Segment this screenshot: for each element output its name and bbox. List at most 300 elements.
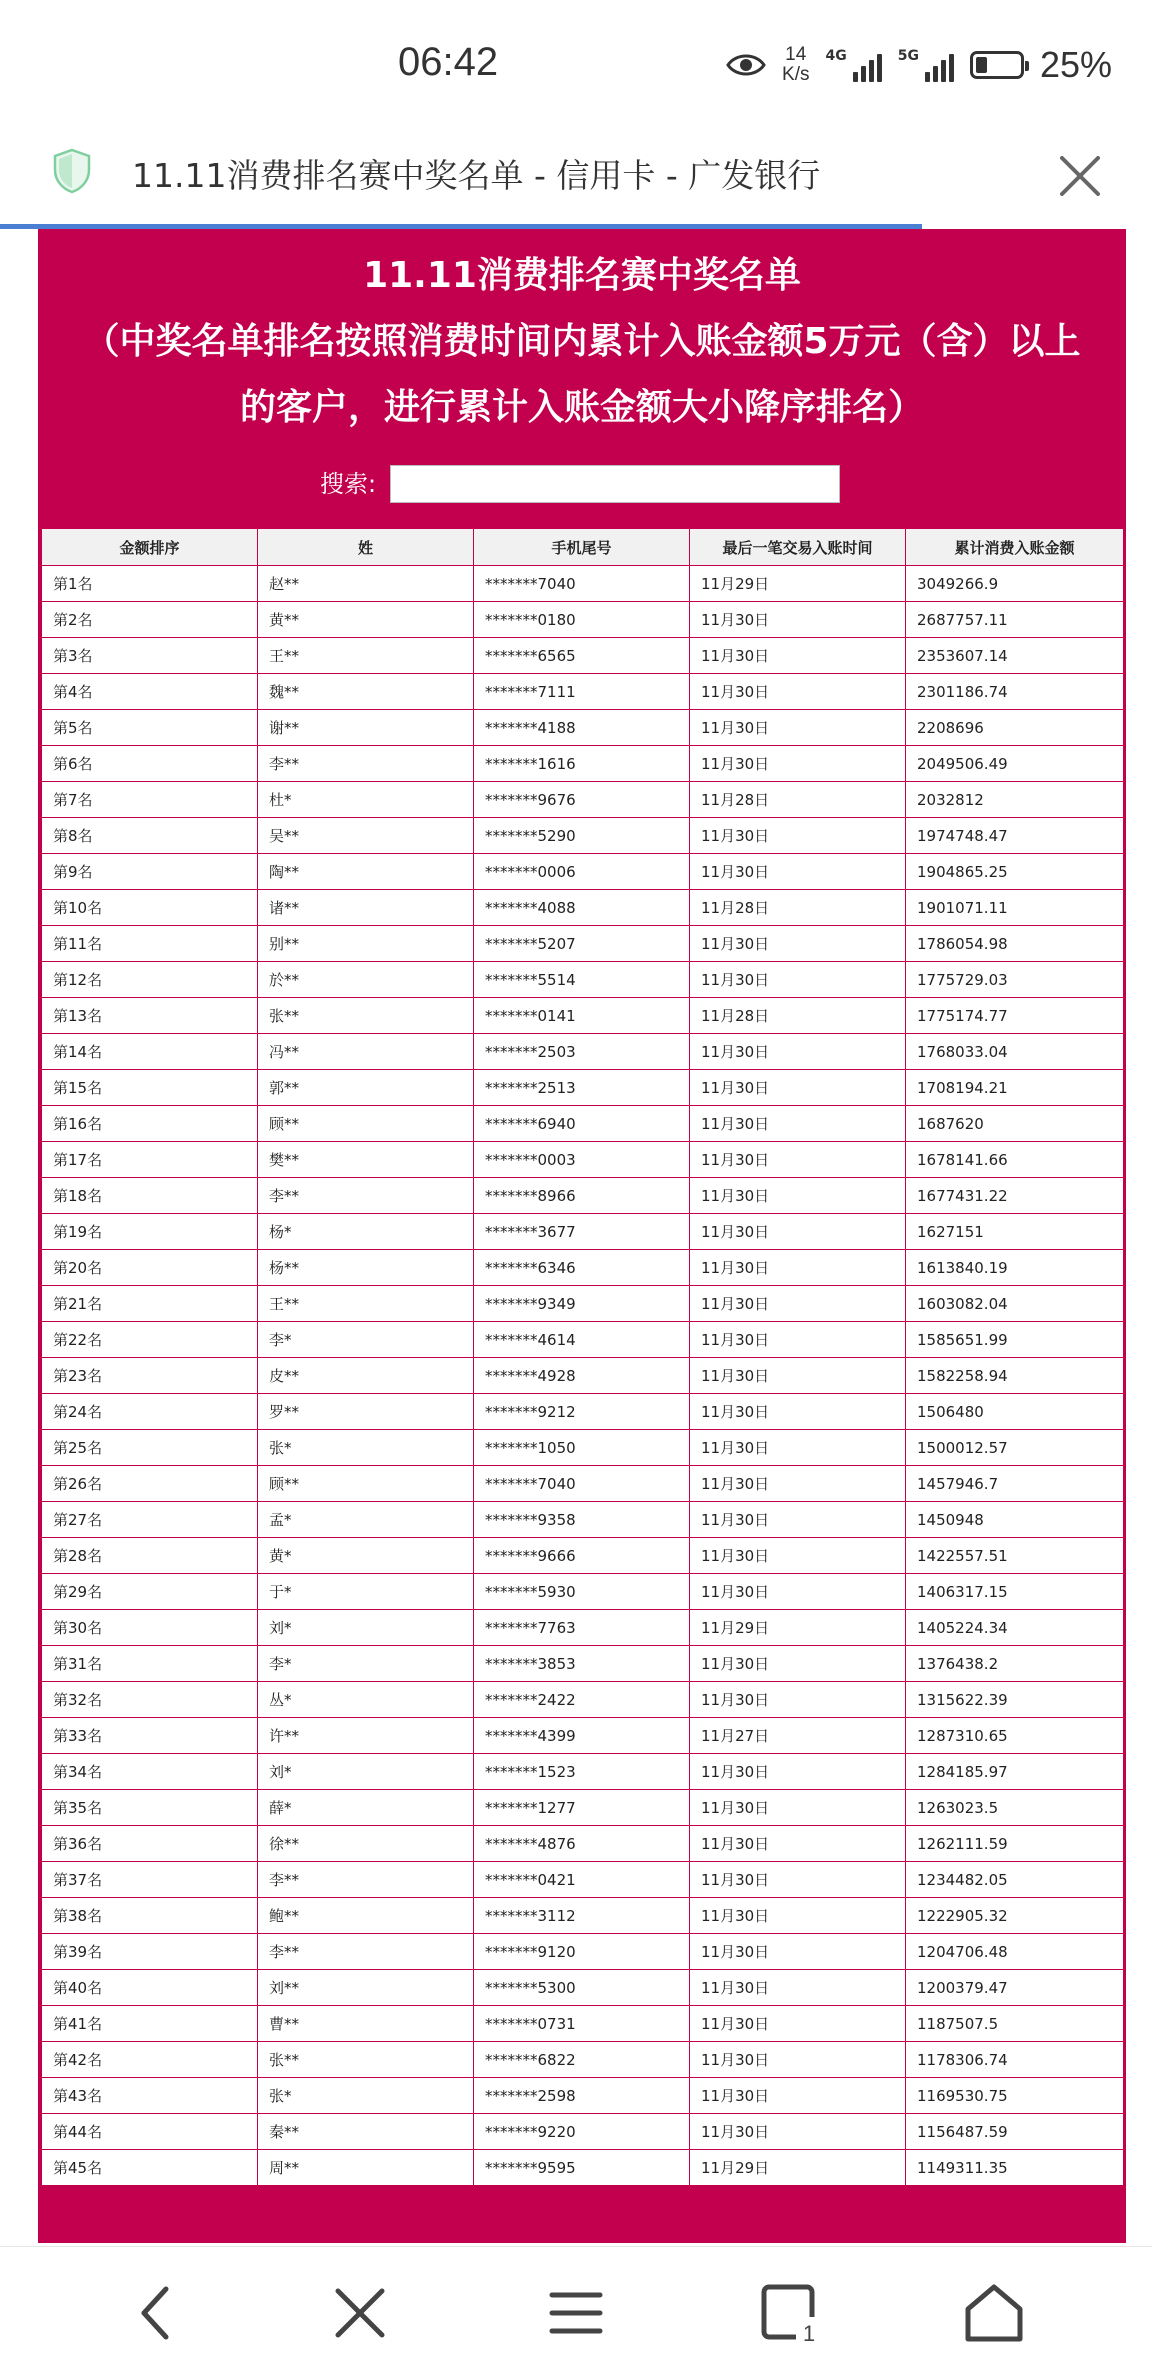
total-amount-cell: 1149311.35: [906, 2150, 1124, 2186]
rank-cell: 第15名: [42, 1070, 258, 1106]
rank-cell: 第35名: [42, 1790, 258, 1826]
surname-cell: 黄**: [258, 602, 474, 638]
table-row: [42, 2150, 1124, 2186]
last-transaction-date-cell: 11月30日: [690, 818, 906, 854]
rank-cell: 第12名: [42, 962, 258, 998]
table-row: [42, 1466, 1124, 1502]
phone-tail-cell: *******6940: [474, 1106, 690, 1142]
rank-cell: 第9名: [42, 854, 258, 890]
rank-cell: 第45名: [42, 2150, 258, 2186]
rank-cell: 第23名: [42, 1358, 258, 1394]
surname-cell: 郭**: [258, 1070, 474, 1106]
table-row: [42, 1250, 1124, 1286]
surname-cell: 李*: [258, 1322, 474, 1358]
surname-cell: 谢**: [258, 710, 474, 746]
rank-cell: 第32名: [42, 1682, 258, 1718]
last-transaction-date-cell: 11月30日: [690, 1898, 906, 1934]
surname-cell: 王**: [258, 1286, 474, 1322]
total-amount-cell: 1901071.11: [906, 890, 1124, 926]
phone-tail-cell: *******2503: [474, 1034, 690, 1070]
search-input[interactable]: [390, 465, 840, 503]
rank-cell: 第40名: [42, 1970, 258, 2006]
header-total-amount[interactable]: 累计消费入账金额: [906, 529, 1124, 566]
rank-cell: 第25名: [42, 1430, 258, 1466]
phone-tail-cell: *******0003: [474, 1142, 690, 1178]
total-amount-cell: 1457946.7: [906, 1466, 1124, 1502]
rank-cell: 第33名: [42, 1718, 258, 1754]
last-transaction-date-cell: 11月28日: [690, 782, 906, 818]
heading-line-2: （中奖名单排名按照消费时间内累计入账金额5万元（含）以上: [83, 321, 1081, 362]
total-amount-cell: 1677431.22: [906, 1178, 1124, 1214]
rank-cell: 第26名: [42, 1466, 258, 1502]
total-amount-cell: 1376438.2: [906, 1646, 1124, 1682]
back-icon[interactable]: [120, 2275, 196, 2351]
phone-tail-cell: *******9349: [474, 1286, 690, 1322]
surname-cell: 李**: [258, 1178, 474, 1214]
phone-tail-cell: *******5207: [474, 926, 690, 962]
last-transaction-date-cell: 11月30日: [690, 1862, 906, 1898]
sim2-type: 5G: [897, 48, 919, 64]
rank-cell: 第34名: [42, 1754, 258, 1790]
phone-tail-cell: *******4399: [474, 1718, 690, 1754]
table-row: [42, 1754, 1124, 1790]
last-transaction-date-cell: 11月30日: [690, 1106, 906, 1142]
last-transaction-date-cell: 11月30日: [690, 1358, 906, 1394]
surname-cell: 张*: [258, 1430, 474, 1466]
table-row: [42, 602, 1124, 638]
surname-cell: 秦**: [258, 2114, 474, 2150]
page-heading: [38, 243, 1126, 441]
rank-cell: 第41名: [42, 2006, 258, 2042]
surname-cell: 许**: [258, 1718, 474, 1754]
last-transaction-date-cell: 11月30日: [690, 926, 906, 962]
rank-cell: 第5名: [42, 710, 258, 746]
surname-cell: 赵**: [258, 566, 474, 602]
rank-cell: 第18名: [42, 1178, 258, 1214]
winner-list-panel: [38, 229, 1126, 2243]
table-row: [42, 1610, 1124, 1646]
table-row: [42, 710, 1124, 746]
last-transaction-date-cell: 11月30日: [690, 1034, 906, 1070]
surname-cell: 薛*: [258, 1790, 474, 1826]
menu-icon[interactable]: [538, 2275, 614, 2351]
header-phone-tail[interactable]: 手机尾号: [474, 529, 690, 566]
surname-cell: 刘**: [258, 1970, 474, 2006]
last-transaction-date-cell: 11月30日: [690, 1070, 906, 1106]
surname-cell: 于*: [258, 1574, 474, 1610]
eye-icon: [726, 52, 766, 78]
table-row: [42, 1142, 1124, 1178]
table-row: [42, 1646, 1124, 1682]
phone-tail-cell: *******4928: [474, 1358, 690, 1394]
surname-cell: 杨**: [258, 1250, 474, 1286]
table-row: [42, 2114, 1124, 2150]
total-amount-cell: 1178306.74: [906, 2042, 1124, 2078]
table-row: [42, 1790, 1124, 1826]
table-row: [42, 854, 1124, 890]
rank-cell: 第22名: [42, 1322, 258, 1358]
last-transaction-date-cell: 11月30日: [690, 746, 906, 782]
search-label: 搜索:: [320, 470, 377, 498]
total-amount-cell: 1287310.65: [906, 1718, 1124, 1754]
rank-cell: 第8名: [42, 818, 258, 854]
status-icons: [726, 40, 1112, 90]
last-transaction-date-cell: 11月30日: [690, 1754, 906, 1790]
surname-cell: 顾**: [258, 1466, 474, 1502]
total-amount-cell: 1904865.25: [906, 854, 1124, 890]
phone-tail-cell: *******1277: [474, 1790, 690, 1826]
total-amount-cell: 1500012.57: [906, 1430, 1124, 1466]
phone-tail-cell: *******5514: [474, 962, 690, 998]
total-amount-cell: 2049506.49: [906, 746, 1124, 782]
phone-tail-cell: *******0180: [474, 602, 690, 638]
total-amount-cell: 1406317.15: [906, 1574, 1124, 1610]
browser-title-bar: [0, 130, 1152, 226]
total-amount-cell: 2301186.74: [906, 674, 1124, 710]
last-transaction-date-cell: 11月30日: [690, 2078, 906, 2114]
phone-tail-cell: *******7763: [474, 1610, 690, 1646]
table-row: [42, 1934, 1124, 1970]
total-amount-cell: 2353607.14: [906, 638, 1124, 674]
phone-tail-cell: *******0006: [474, 854, 690, 890]
total-amount-cell: 1422557.51: [906, 1538, 1124, 1574]
last-transaction-date-cell: 11月30日: [690, 1322, 906, 1358]
phone-tail-cell: *******1616: [474, 746, 690, 782]
rank-cell: 第36名: [42, 1826, 258, 1862]
battery-icon: [970, 51, 1024, 79]
table-row: [42, 1538, 1124, 1574]
phone-tail-cell: *******5290: [474, 818, 690, 854]
rank-cell: 第3名: [42, 638, 258, 674]
last-transaction-date-cell: 11月30日: [690, 674, 906, 710]
phone-tail-cell: *******9595: [474, 2150, 690, 2186]
table-row: [42, 1502, 1124, 1538]
rank-cell: 第31名: [42, 1646, 258, 1682]
last-transaction-date-cell: 11月30日: [690, 962, 906, 998]
last-transaction-date-cell: 11月30日: [690, 1286, 906, 1322]
heading-line-3: 的客户，进行累计入账金额大小降序排名）: [239, 387, 924, 428]
phone-tail-cell: *******9676: [474, 782, 690, 818]
table-row: [42, 2042, 1124, 2078]
phone-tail-cell: *******9220: [474, 2114, 690, 2150]
surname-cell: 曹**: [258, 2006, 474, 2042]
surname-cell: 张*: [258, 2078, 474, 2114]
rank-cell: 第14名: [42, 1034, 258, 1070]
phone-tail-cell: *******4876: [474, 1826, 690, 1862]
total-amount-cell: 1687620: [906, 1106, 1124, 1142]
surname-cell: 杜*: [258, 782, 474, 818]
network-speed: [782, 45, 809, 85]
surname-cell: 王**: [258, 638, 474, 674]
total-amount-cell: 1768033.04: [906, 1034, 1124, 1070]
phone-tail-cell: *******6565: [474, 638, 690, 674]
total-amount-cell: 1974748.47: [906, 818, 1124, 854]
total-amount-cell: 1786054.98: [906, 926, 1124, 962]
last-transaction-date-cell: 11月30日: [690, 2114, 906, 2150]
rank-cell: 第24名: [42, 1394, 258, 1430]
table-row: [42, 1430, 1124, 1466]
total-amount-cell: 2032812: [906, 782, 1124, 818]
signal-icon: [825, 48, 881, 82]
total-amount-cell: 1775174.77: [906, 998, 1124, 1034]
last-transaction-date-cell: 11月30日: [690, 1178, 906, 1214]
status-bar: [0, 0, 1152, 130]
phone-tail-cell: *******3112: [474, 1898, 690, 1934]
table-row: [42, 1034, 1124, 1070]
table-row: [42, 746, 1124, 782]
phone-tail-cell: *******6346: [474, 1250, 690, 1286]
total-amount-cell: 1506480: [906, 1394, 1124, 1430]
phone-tail-cell: *******3677: [474, 1214, 690, 1250]
surname-cell: 黄*: [258, 1538, 474, 1574]
table-row: [42, 1394, 1124, 1430]
table-row: [42, 1214, 1124, 1250]
phone-tail-cell: *******7111: [474, 674, 690, 710]
winner-table: [41, 528, 1124, 2186]
last-transaction-date-cell: 11月30日: [690, 1646, 906, 1682]
table-row: [42, 1682, 1124, 1718]
surname-cell: 於**: [258, 962, 474, 998]
surname-cell: 樊**: [258, 1142, 474, 1178]
tab-count: 1: [802, 2321, 816, 2346]
last-transaction-date-cell: 11月30日: [690, 854, 906, 890]
table-row: [42, 1718, 1124, 1754]
last-transaction-date-cell: 11月30日: [690, 638, 906, 674]
phone-tail-cell: *******0141: [474, 998, 690, 1034]
phone-tail-cell: *******9212: [474, 1394, 690, 1430]
total-amount-cell: 1613840.19: [906, 1250, 1124, 1286]
total-amount-cell: 1582258.94: [906, 1358, 1124, 1394]
last-transaction-date-cell: 11月30日: [690, 1574, 906, 1610]
phone-tail-cell: *******2598: [474, 2078, 690, 2114]
tabs-icon[interactable]: [752, 2275, 828, 2351]
surname-cell: 周**: [258, 2150, 474, 2186]
rank-cell: 第30名: [42, 1610, 258, 1646]
phone-tail-cell: *******0421: [474, 1862, 690, 1898]
rank-cell: 第13名: [42, 998, 258, 1034]
table-row: [42, 782, 1124, 818]
table-row: [42, 926, 1124, 962]
surname-cell: 吴**: [258, 818, 474, 854]
last-transaction-date-cell: 11月30日: [690, 1250, 906, 1286]
rank-cell: 第19名: [42, 1214, 258, 1250]
phone-tail-cell: *******2513: [474, 1070, 690, 1106]
status-time: 06:42: [398, 40, 499, 84]
table-row: [42, 674, 1124, 710]
last-transaction-date-cell: 11月29日: [690, 1610, 906, 1646]
rank-cell: 第21名: [42, 1286, 258, 1322]
table-row: [42, 1574, 1124, 1610]
table-row: [42, 1862, 1124, 1898]
total-amount-cell: 1156487.59: [906, 2114, 1124, 2150]
signal-icon-2: [898, 48, 954, 82]
table-header-row: [42, 529, 1124, 566]
phone-tail-cell: *******6822: [474, 2042, 690, 2078]
phone-tail-cell: *******9666: [474, 1538, 690, 1574]
surname-cell: 李**: [258, 746, 474, 782]
surname-cell: 丛*: [258, 1682, 474, 1718]
total-amount-cell: 1204706.48: [906, 1934, 1124, 1970]
rank-cell: 第44名: [42, 2114, 258, 2150]
rank-cell: 第4名: [42, 674, 258, 710]
table-row: [42, 998, 1124, 1034]
rank-cell: 第39名: [42, 1934, 258, 1970]
table-row: [42, 818, 1124, 854]
last-transaction-date-cell: 11月30日: [690, 2006, 906, 2042]
table-row: [42, 1178, 1124, 1214]
heading-line-1: 11.11消费排名赛中奖名单: [363, 255, 801, 296]
last-transaction-date-cell: 11月30日: [690, 1538, 906, 1574]
table-row: [42, 1286, 1124, 1322]
rank-cell: 第11名: [42, 926, 258, 962]
table-row: [42, 1898, 1124, 1934]
table-row: [42, 1970, 1124, 2006]
last-transaction-date-cell: 11月30日: [690, 2042, 906, 2078]
last-transaction-date-cell: 11月29日: [690, 2150, 906, 2186]
rank-cell: 第42名: [42, 2042, 258, 2078]
total-amount-cell: 1222905.32: [906, 1898, 1124, 1934]
rank-cell: 第29名: [42, 1574, 258, 1610]
last-transaction-date-cell: 11月30日: [690, 602, 906, 638]
table-row: [42, 566, 1124, 602]
surname-cell: 诸**: [258, 890, 474, 926]
last-transaction-date-cell: 11月30日: [690, 1142, 906, 1178]
phone-tail-cell: *******9120: [474, 1934, 690, 1970]
table-row: [42, 1826, 1124, 1862]
last-transaction-date-cell: 11月30日: [690, 1394, 906, 1430]
total-amount-cell: 2687757.11: [906, 602, 1124, 638]
rank-cell: 第43名: [42, 2078, 258, 2114]
surname-cell: 别**: [258, 926, 474, 962]
shield-icon: [52, 148, 92, 194]
rank-cell: 第37名: [42, 1862, 258, 1898]
surname-cell: 张**: [258, 2042, 474, 2078]
phone-tail-cell: *******8966: [474, 1178, 690, 1214]
last-transaction-date-cell: 11月30日: [690, 1790, 906, 1826]
last-transaction-date-cell: 11月29日: [690, 566, 906, 602]
last-transaction-date-cell: 11月30日: [690, 1826, 906, 1862]
last-transaction-date-cell: 11月30日: [690, 1970, 906, 2006]
total-amount-cell: 1284185.97: [906, 1754, 1124, 1790]
last-transaction-date-cell: 11月30日: [690, 1214, 906, 1250]
surname-cell: 徐**: [258, 1826, 474, 1862]
phone-tail-cell: *******9358: [474, 1502, 690, 1538]
rank-cell: 第20名: [42, 1250, 258, 1286]
table-row: [42, 1070, 1124, 1106]
total-amount-cell: 2208696: [906, 710, 1124, 746]
close-icon[interactable]: [322, 2275, 398, 2351]
header-surname[interactable]: 姓: [258, 529, 474, 566]
surname-cell: 李**: [258, 1934, 474, 1970]
phone-tail-cell: *******0731: [474, 2006, 690, 2042]
last-transaction-date-cell: 11月27日: [690, 1718, 906, 1754]
home-icon[interactable]: [956, 2275, 1032, 2351]
total-amount-cell: 1315622.39: [906, 1682, 1124, 1718]
surname-cell: 刘*: [258, 1754, 474, 1790]
rank-cell: 第10名: [42, 890, 258, 926]
page-title: 11.11消费排名赛中奖名单 - 信用卡 - 广发银行: [132, 156, 821, 195]
phone-tail-cell: *******7040: [474, 566, 690, 602]
surname-cell: 皮**: [258, 1358, 474, 1394]
phone-tail-cell: *******4188: [474, 710, 690, 746]
table-row: [42, 2006, 1124, 2042]
rank-cell: 第17名: [42, 1142, 258, 1178]
battery-percent: 25%: [1039, 44, 1112, 85]
total-amount-cell: 1603082.04: [906, 1286, 1124, 1322]
total-amount-cell: 1262111.59: [906, 1826, 1124, 1862]
phone-tail-cell: *******7040: [474, 1466, 690, 1502]
last-transaction-date-cell: 11月30日: [690, 1502, 906, 1538]
rank-cell: 第16名: [42, 1106, 258, 1142]
header-rank[interactable]: 金额排序: [42, 529, 258, 566]
header-last-transaction-date[interactable]: 最后一笔交易入账时间: [690, 529, 906, 566]
surname-cell: 冯**: [258, 1034, 474, 1070]
last-transaction-date-cell: 11月28日: [690, 890, 906, 926]
total-amount-cell: 1678141.66: [906, 1142, 1124, 1178]
surname-cell: 李*: [258, 1646, 474, 1682]
total-amount-cell: 1405224.34: [906, 1610, 1124, 1646]
surname-cell: 李**: [258, 1862, 474, 1898]
total-amount-cell: 1775729.03: [906, 962, 1124, 998]
network-speed-value: 14: [785, 44, 807, 65]
surname-cell: 魏**: [258, 674, 474, 710]
surname-cell: 陶**: [258, 854, 474, 890]
phone-tail-cell: *******4614: [474, 1322, 690, 1358]
table-row: [42, 890, 1124, 926]
network-speed-unit: K/s: [782, 64, 810, 85]
total-amount-cell: 1169530.75: [906, 2078, 1124, 2114]
table-row: [42, 638, 1124, 674]
sim1-type: 4G: [825, 48, 847, 64]
total-amount-cell: 1234482.05: [906, 1862, 1124, 1898]
last-transaction-date-cell: 11月30日: [690, 710, 906, 746]
table-row: [42, 962, 1124, 998]
phone-tail-cell: *******2422: [474, 1682, 690, 1718]
surname-cell: 鲍**: [258, 1898, 474, 1934]
rank-cell: 第2名: [42, 602, 258, 638]
surname-cell: 张**: [258, 998, 474, 1034]
surname-cell: 刘*: [258, 1610, 474, 1646]
total-amount-cell: 3049266.9: [906, 566, 1124, 602]
rank-cell: 第38名: [42, 1898, 258, 1934]
total-amount-cell: 1708194.21: [906, 1070, 1124, 1106]
last-transaction-date-cell: 11月28日: [690, 998, 906, 1034]
total-amount-cell: 1585651.99: [906, 1322, 1124, 1358]
rank-cell: 第7名: [42, 782, 258, 818]
rank-cell: 第27名: [42, 1502, 258, 1538]
surname-cell: 罗**: [258, 1394, 474, 1430]
total-amount-cell: 1200379.47: [906, 1970, 1124, 2006]
battery-level: [976, 57, 987, 73]
total-amount-cell: 1187507.5: [906, 2006, 1124, 2042]
close-icon[interactable]: [1052, 148, 1108, 204]
table-body: [42, 566, 1124, 2186]
phone-tail-cell: *******5930: [474, 1574, 690, 1610]
last-transaction-date-cell: 11月30日: [690, 1430, 906, 1466]
bottom-nav-bar: [0, 2246, 1152, 2377]
phone-tail-cell: *******5300: [474, 1970, 690, 2006]
surname-cell: 杨*: [258, 1214, 474, 1250]
table-row: [42, 1358, 1124, 1394]
surname-cell: 顾**: [258, 1106, 474, 1142]
total-amount-cell: 1263023.5: [906, 1790, 1124, 1826]
phone-tail-cell: *******1523: [474, 1754, 690, 1790]
rank-cell: 第6名: [42, 746, 258, 782]
rank-cell: 第28名: [42, 1538, 258, 1574]
total-amount-cell: 1627151: [906, 1214, 1124, 1250]
total-amount-cell: 1450948: [906, 1502, 1124, 1538]
phone-tail-cell: *******4088: [474, 890, 690, 926]
